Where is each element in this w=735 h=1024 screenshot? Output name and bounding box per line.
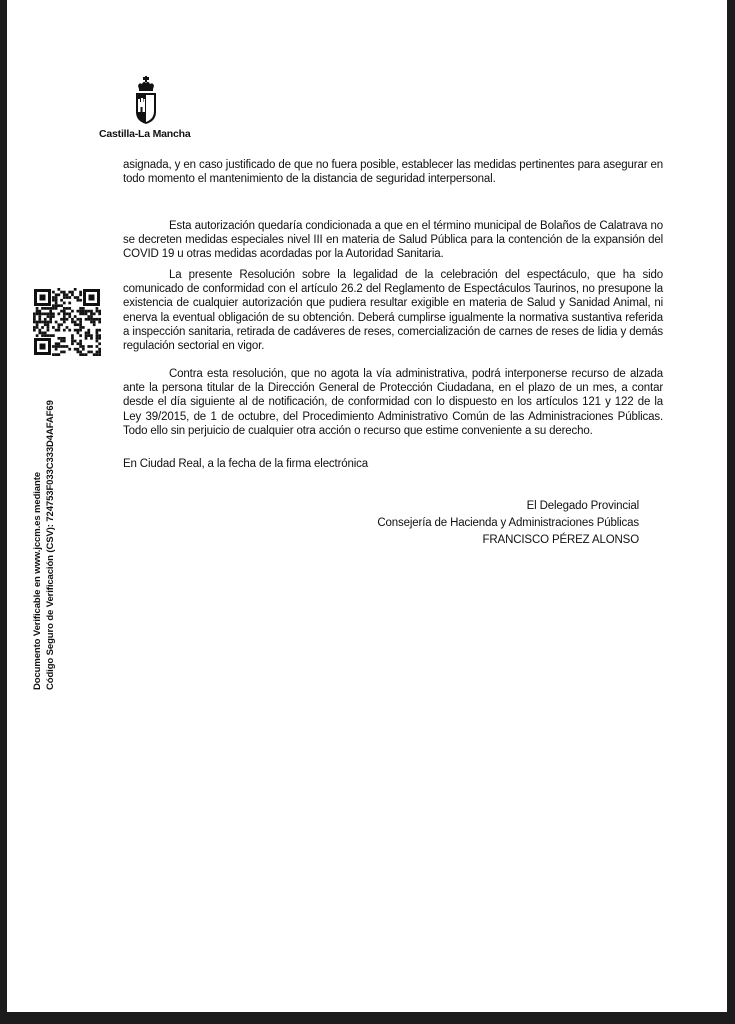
- qr-module: [38, 312, 41, 315]
- qr-module: [49, 312, 52, 315]
- qr-module: [63, 351, 66, 354]
- qr-module: [98, 353, 101, 356]
- qr-module: [74, 321, 77, 324]
- qr-module: [44, 307, 47, 310]
- qr-module: [87, 329, 90, 332]
- qr-module: [68, 302, 71, 305]
- qr-module: [49, 307, 52, 310]
- qr-module: [55, 293, 58, 296]
- qr-module: [96, 351, 99, 354]
- verification-text: [31, 400, 57, 690]
- qr-module: [60, 310, 63, 313]
- qr-module: [33, 329, 36, 332]
- qr-module: [77, 329, 80, 332]
- logo-text: Castilla-La Mancha: [99, 128, 191, 140]
- qr-module: [38, 310, 41, 313]
- paragraph-appeal: Contra esta resolución, que no agota la vía administrativa, podrá interponerse recurso de alzada ante la persona titular de la Dirección General de Protección Ciudadana, en el plazo de un mes, a contar desde el día siguiente al de notificación, de conformidad con lo dispuesto en los artículos 121 y 122 de la Ley 39/2015, de 1 de octubre, del Procedimiento Administrativo Común de las Administraciones Públicas. Todo ello sin perjuicio de cualquier otra acción o recurso que estime conveniente a su derecho.: [123, 368, 663, 437]
- qr-module: [63, 321, 66, 324]
- qr-module: [85, 353, 88, 356]
- qr-module: [98, 321, 101, 324]
- qr-module: [36, 307, 39, 310]
- qr-module: [90, 337, 93, 340]
- qr-module: [41, 307, 44, 310]
- qr-module: [79, 326, 82, 329]
- qr-module: [66, 326, 69, 329]
- qr-module: [77, 351, 80, 354]
- qr-module: [49, 318, 52, 321]
- qr-module: [96, 329, 99, 332]
- qr-module: [71, 337, 74, 340]
- qr-module: [57, 312, 60, 315]
- qr-module: [98, 329, 101, 332]
- qr-module: [96, 353, 99, 356]
- qr-module: [98, 312, 101, 315]
- qr-module: [55, 345, 58, 348]
- qr-module: [47, 307, 50, 310]
- qr-module: [63, 340, 66, 343]
- qr-module: [93, 318, 96, 321]
- qr-module: [77, 342, 80, 345]
- qr-module: [77, 318, 80, 321]
- header-logo: [99, 76, 199, 140]
- qr-module: [52, 299, 55, 302]
- qr-module: [90, 334, 93, 337]
- qr-module: [44, 334, 47, 337]
- qr-module: [33, 326, 36, 329]
- qr-module: [36, 321, 39, 324]
- qr-module: [36, 323, 39, 326]
- qr-module: [79, 293, 82, 296]
- qr-module: [63, 307, 66, 310]
- qr-module: [74, 348, 77, 351]
- qr-module: [63, 318, 66, 321]
- qr-module: [68, 348, 71, 351]
- qr-module: [85, 337, 88, 340]
- qr-module: [38, 318, 41, 321]
- castle-crown-icon: [133, 76, 159, 126]
- qr-module: [79, 312, 82, 315]
- qr-module: [68, 291, 71, 294]
- document-page: [7, 0, 727, 1012]
- qr-module: [36, 312, 39, 315]
- qr-module: [66, 307, 69, 310]
- qr-module: [66, 318, 69, 321]
- qr-module: [96, 340, 99, 343]
- qr-module: [98, 334, 101, 337]
- signer-department: Consejería de Hacienda y Administraciones Públicas: [377, 517, 639, 529]
- paragraph-authorization-condition: Esta autorización quedaría condicionada a que en el término municipal de Bolaños de Calatrava no se decreten medidas especiales nivel III en materia de Salud Pública para la contención de la expansión del COVID 19 u otras medidas acordadas por la Autoridad Sanitaria.: [123, 220, 663, 261]
- qr-module: [49, 334, 52, 337]
- qr-module: [33, 315, 36, 318]
- qr-module: [87, 310, 90, 313]
- qr-module: [74, 296, 77, 299]
- paragraph-legality-resolution: La presente Resolución sobre la legalidad de la celebración del espectáculo, que ha sido comunicado de conformidad con el artículo 26.2 del Reglamento de Espectáculos Taurinos, no presupone la existencia de cualquier autorización que pudiera resultar exigible en materia de Salud y Sanidad Animal, ni enerva la eventual obligación de su obtención. Deberá cumplirse igualmente la normativa sustantiva referida a inspección sanitaria, retirada de cadáveres de reses, comercialización de carnes de reses de lidia y demás regulación sectorial en vigor.: [123, 269, 663, 353]
- qr-module: [79, 318, 82, 321]
- qr-module: [44, 332, 47, 335]
- qr-module: [85, 310, 88, 313]
- qr-module: [87, 332, 90, 335]
- qr-module: [60, 351, 63, 354]
- qr-module: [77, 310, 80, 313]
- qr-module: [47, 315, 50, 318]
- qr-module: [41, 321, 44, 324]
- qr-module: [98, 310, 101, 313]
- qr-module: [87, 351, 90, 354]
- qr-module: [96, 337, 99, 340]
- qr-module: [52, 312, 55, 315]
- verification-line-2: Código Seguro de Verificación (CSV): 724753F033C333D4AFAF69: [45, 400, 56, 690]
- qr-module: [74, 340, 77, 343]
- qr-module: [60, 304, 63, 307]
- qr-module: [41, 334, 44, 337]
- signer-title: El Delegado Provincial: [526, 500, 639, 512]
- qr-module: [82, 348, 85, 351]
- qr-module: [98, 351, 101, 354]
- qr-module: [82, 310, 85, 313]
- qr-module: [47, 321, 50, 324]
- qr-module: [63, 302, 66, 305]
- qr-module: [96, 345, 99, 348]
- qr-module: [55, 307, 58, 310]
- qr-module: [82, 345, 85, 348]
- qr-module: [44, 323, 47, 326]
- qr-module: [38, 329, 41, 332]
- qr-module: [68, 315, 71, 318]
- qr-module: [49, 321, 52, 324]
- qr-module: [79, 351, 82, 354]
- qr-module: [47, 329, 50, 332]
- qr-module: [52, 315, 55, 318]
- qr-code-icon: [33, 288, 101, 356]
- qr-module: [71, 334, 74, 337]
- qr-module: [82, 353, 85, 356]
- qr-module: [63, 329, 66, 332]
- qr-module: [63, 310, 66, 313]
- qr-module: [87, 315, 90, 318]
- qr-module: [98, 348, 101, 351]
- qr-module: [93, 353, 96, 356]
- qr-module: [79, 345, 82, 348]
- qr-module: [79, 291, 82, 294]
- signer-name: FRANCISCO PÉREZ ALONSO: [482, 534, 639, 546]
- qr-module: [77, 332, 80, 335]
- qr-module: [33, 318, 36, 321]
- qr-module: [57, 345, 60, 348]
- qr-module: [44, 312, 47, 315]
- qr-module: [55, 302, 58, 305]
- qr-module: [60, 323, 63, 326]
- qr-module: [79, 299, 82, 302]
- qr-module: [96, 318, 99, 321]
- qr-module: [57, 288, 60, 291]
- qr-module: [98, 318, 101, 321]
- qr-module: [52, 345, 55, 348]
- qr-module: [55, 299, 58, 302]
- qr-module: [47, 312, 50, 315]
- qr-module: [90, 351, 93, 354]
- qr-module: [96, 334, 99, 337]
- qr-module: [52, 291, 55, 294]
- qr-module: [79, 340, 82, 343]
- qr-module: [57, 323, 60, 326]
- qr-module: [68, 296, 71, 299]
- qr-module: [55, 329, 58, 332]
- qr-module: [60, 299, 63, 302]
- qr-module: [33, 312, 36, 315]
- qr-module: [68, 312, 71, 315]
- qr-module: [36, 310, 39, 313]
- qr-module: [38, 332, 41, 335]
- qr-module: [41, 312, 44, 315]
- qr-module: [63, 293, 66, 296]
- qr-module: [74, 315, 77, 318]
- qr-module: [71, 293, 74, 296]
- qr-module: [90, 310, 93, 313]
- qr-module: [57, 304, 60, 307]
- qr-module: [52, 353, 55, 356]
- qr-module: [77, 296, 80, 299]
- qr-module: [60, 291, 63, 294]
- qr-module: [93, 323, 96, 326]
- qr-module: [90, 318, 93, 321]
- qr-module: [85, 312, 88, 315]
- qr-module: [52, 326, 55, 329]
- qr-module: [60, 318, 63, 321]
- qr-module: [57, 329, 60, 332]
- qr-module: [60, 337, 63, 340]
- qr-module: [66, 293, 69, 296]
- qr-module: [98, 337, 101, 340]
- qr-module: [71, 318, 74, 321]
- qr-module: [66, 345, 69, 348]
- qr-module: [57, 293, 60, 296]
- qr-module: [49, 310, 52, 313]
- qr-module: [52, 334, 55, 337]
- qr-module: [90, 345, 93, 348]
- qr-module: [79, 323, 82, 326]
- qr-module: [74, 329, 77, 332]
- qr-module: [87, 318, 90, 321]
- qr-module: [87, 334, 90, 337]
- qr-module: [55, 353, 58, 356]
- qr-module: [55, 304, 58, 307]
- qr-module: [79, 321, 82, 324]
- qr-module: [33, 321, 36, 324]
- qr-module: [71, 340, 74, 343]
- qr-module: [41, 332, 44, 335]
- qr-module: [79, 334, 82, 337]
- qr-module: [52, 296, 55, 299]
- qr-module: [68, 307, 71, 310]
- qr-module: [63, 296, 66, 299]
- qr-module: [38, 315, 41, 318]
- qr-module: [47, 326, 50, 329]
- qr-module: [68, 329, 71, 332]
- date-place-line: En Ciudad Real, a la fecha de la firma electrónica: [123, 458, 369, 470]
- qr-module: [36, 334, 39, 337]
- qr-module: [82, 326, 85, 329]
- qr-module: [55, 342, 58, 345]
- qr-module: [57, 337, 60, 340]
- qr-module: [49, 315, 52, 318]
- qr-module: [77, 348, 80, 351]
- qr-module: [57, 353, 60, 356]
- qr-module: [93, 312, 96, 315]
- qr-module: [63, 312, 66, 315]
- qr-module: [96, 307, 99, 310]
- qr-module: [52, 307, 55, 310]
- qr-module: [93, 321, 96, 324]
- signature-block: [319, 498, 639, 549]
- qr-module: [77, 299, 80, 302]
- qr-module: [55, 348, 58, 351]
- qr-module: [87, 345, 90, 348]
- qr-module: [41, 326, 44, 329]
- qr-module: [71, 291, 74, 294]
- qr-module: [79, 307, 82, 310]
- qr-module: [82, 312, 85, 315]
- verification-line-1: Documento Verificable en www.jccm.es mediante: [32, 472, 43, 690]
- qr-module: [55, 321, 58, 324]
- qr-module: [79, 353, 82, 356]
- qr-module: [85, 318, 88, 321]
- qr-module: [38, 321, 41, 324]
- qr-module: [79, 310, 82, 313]
- qr-module: [74, 323, 77, 326]
- qr-module: [71, 321, 74, 324]
- qr-module: [79, 329, 82, 332]
- qr-module: [44, 321, 47, 324]
- qr-module: [74, 288, 77, 291]
- qr-module: [63, 315, 66, 318]
- qr-module: [96, 310, 99, 313]
- qr-module: [52, 304, 55, 307]
- qr-module: [63, 291, 66, 294]
- qr-module: [96, 332, 99, 335]
- qr-module: [90, 321, 93, 324]
- qr-module: [77, 323, 80, 326]
- qr-module: [47, 323, 50, 326]
- qr-module: [71, 310, 74, 313]
- qr-module: [57, 326, 60, 329]
- qr-module: [63, 337, 66, 340]
- qr-module: [90, 312, 93, 315]
- qr-module: [82, 307, 85, 310]
- qr-module: [79, 342, 82, 345]
- qr-module: [36, 326, 39, 329]
- qr-module: [47, 334, 50, 337]
- qr-module: [66, 312, 69, 315]
- qr-module: [98, 342, 101, 345]
- qr-module: [71, 342, 74, 345]
- qr-module: [66, 296, 69, 299]
- qr-module: [44, 318, 47, 321]
- qr-module: [55, 296, 58, 299]
- qr-module: [60, 345, 63, 348]
- qr-module: [90, 315, 93, 318]
- qr-module: [57, 342, 60, 345]
- qr-module: [63, 345, 66, 348]
- qr-module: [85, 334, 88, 337]
- qr-module: [85, 332, 88, 335]
- qr-module: [60, 340, 63, 343]
- paragraph-continuation: asignada, y en caso justificado de que no fuera posible, establecer las medidas pertinentes para asegurar en todo momento el mantenimiento de la distancia de seguridad interpersonal.: [123, 159, 663, 186]
